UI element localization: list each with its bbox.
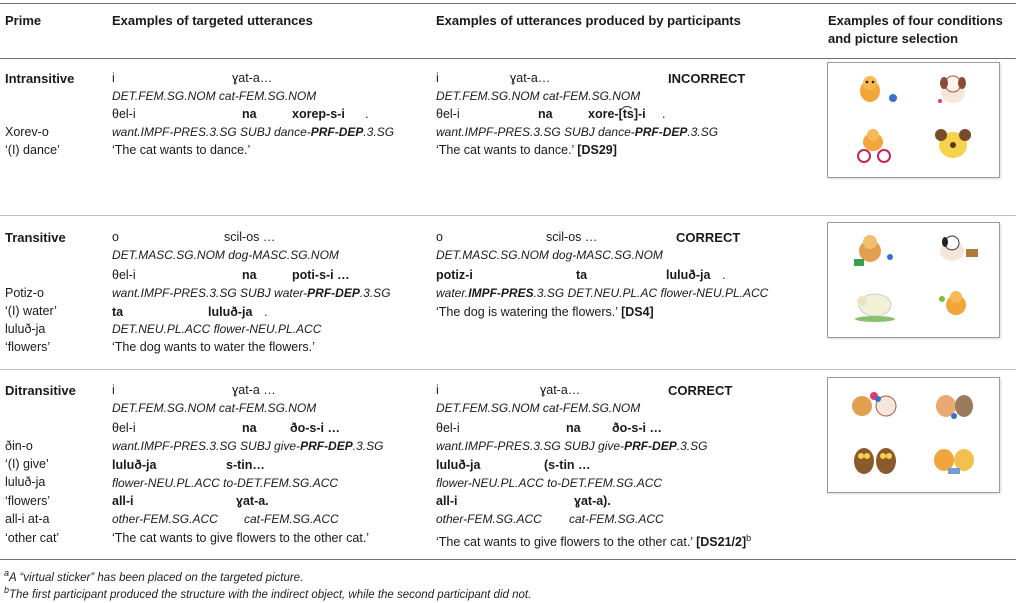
prime-gloss: ‘other cat’ xyxy=(5,531,60,545)
targeted-word: θel-i xyxy=(112,107,136,121)
produced-gloss: other-FEM.SG.ACC xyxy=(436,512,542,526)
produced-translation: ‘The cat wants to give flowers to the other cat.’ $[DS21/2]^b$ xyxy=(436,533,752,550)
produced-word: i xyxy=(436,383,439,397)
produced-word: ɣat-a). xyxy=(574,494,611,508)
produced-word: potiz-i xyxy=(436,268,473,282)
targeted-gloss: DET.FEM.SG.NOM cat-FEM.SG.NOM xyxy=(112,89,317,103)
produced-gloss: flower-NEU.PL.ACC to-DET.FEM.SG.ACC xyxy=(436,476,663,490)
targeted-gloss: cat-FEM.SG.ACC xyxy=(244,512,339,526)
targeted-word: θel-i xyxy=(112,268,136,282)
participant-code: [DS4] xyxy=(621,305,654,319)
targeted-punct: . xyxy=(365,107,369,121)
prime-word: all-i at-a xyxy=(5,512,50,526)
prime-gloss: ‘flowers’ xyxy=(5,340,51,354)
header-conditions-1: Examples of four conditions xyxy=(828,13,1003,28)
table-top-rule xyxy=(0,3,1016,4)
produced-word: luluð-ja xyxy=(666,268,711,282)
produced-word: scil-os … xyxy=(546,230,598,244)
produced-gloss: want.IMPF-PRES.3.SG SUBJ dance-PRF-DEP.3.SG xyxy=(436,125,719,139)
picture-selection-transitive xyxy=(827,222,1000,338)
prime-gloss: ‘(I) dance’ xyxy=(5,143,60,157)
produced-gloss: want.IMPF-PRES.3.SG SUBJ give-PRF-DEP.3.SG xyxy=(436,439,708,453)
targeted-gloss: DET.MASC.SG.NOM dog-MASC.SG.NOM xyxy=(112,248,339,262)
targeted-gloss: DET.FEM.SG.NOM cat-FEM.SG.NOM xyxy=(112,401,317,415)
table-bottom-rule xyxy=(0,559,1016,560)
verdict-correct: CORRECT xyxy=(668,383,733,398)
participant-code: [DS29] xyxy=(577,143,617,157)
produced-punct: . xyxy=(662,107,666,121)
picture-cell xyxy=(918,440,988,478)
targeted-word: luluð-ja xyxy=(112,458,157,472)
picture-cell xyxy=(840,231,910,269)
targeted-word: ɣat-a. xyxy=(236,494,269,508)
prime-type-intransitive: Intransitive xyxy=(5,71,75,86)
header-produced: Examples of utterances produced by participants xyxy=(436,13,741,28)
picture-cell xyxy=(918,125,988,163)
prime-word: luluð-ja xyxy=(5,322,46,336)
targeted-word: luluð-ja xyxy=(208,305,253,319)
row-divider-1 xyxy=(0,215,1016,216)
picture-cell xyxy=(840,71,910,109)
prime-gloss: ‘flowers’ xyxy=(5,494,51,508)
verdict-correct: CORRECT xyxy=(676,230,741,245)
targeted-word: scil-os … xyxy=(224,230,276,244)
header-targeted: Examples of targeted utterances xyxy=(112,13,313,28)
produced-gloss: water.IMPF-PRES.3.SG DET.NEU.PL.AC flower-NEU.PL.ACC xyxy=(436,286,769,300)
picture-cell xyxy=(840,440,910,478)
prime-gloss: ‘(I) give’ xyxy=(5,457,49,471)
prime-type-transitive: Transitive xyxy=(5,230,66,245)
picture-cell xyxy=(840,285,910,323)
targeted-word: ta xyxy=(112,305,124,319)
targeted-gloss: other-FEM.SG.ACC xyxy=(112,512,218,526)
targeted-word: all-i xyxy=(112,494,134,508)
targeted-word: na xyxy=(242,268,257,282)
footnote-a: $^a$A “virtual sticker” has been placed on the targeted picture. xyxy=(4,568,304,584)
targeted-word: s-tin… xyxy=(226,458,265,472)
picture-selection-ditransitive xyxy=(827,377,1000,493)
picture-cell xyxy=(918,285,988,323)
picture-cell xyxy=(918,71,988,109)
produced-word: i xyxy=(436,71,439,85)
produced-word: na xyxy=(566,421,581,435)
targeted-word: ɣat-a … xyxy=(232,383,276,397)
produced-word: all-i xyxy=(436,494,458,508)
picture-cell xyxy=(840,125,910,163)
picture-cell xyxy=(840,386,910,424)
produced-word: θel-i xyxy=(436,107,460,121)
footnote-b: $^b$The first participant produced the structure with the indirect object, while the second participant did not. xyxy=(4,585,532,601)
targeted-gloss: want.IMPF-PRES.3.SG SUBJ give-PRF-DEP.3.SG xyxy=(112,439,384,453)
targeted-word: θel-i xyxy=(112,421,136,435)
header-conditions-2: and picture selection xyxy=(828,31,959,46)
targeted-word: ðo-s-i … xyxy=(290,421,340,435)
picture-selection-intransitive xyxy=(827,62,1000,178)
targeted-punct: . xyxy=(264,305,268,319)
targeted-word: na xyxy=(242,421,257,435)
produced-word: luluð-ja xyxy=(436,458,481,472)
prime-word: ðin-o xyxy=(5,439,33,453)
produced-word: ɣat-a… xyxy=(510,71,551,85)
produced-word: na xyxy=(538,107,553,121)
prime-gloss: ‘(I) water’ xyxy=(5,304,57,318)
targeted-word: na xyxy=(242,107,257,121)
targeted-word: i xyxy=(112,71,115,85)
prime-word: Xorev-o xyxy=(5,125,49,139)
participant-code: [DS21/2] xyxy=(696,535,747,550)
targeted-word: i xyxy=(112,383,115,397)
header-bottom-rule xyxy=(0,58,1016,59)
targeted-gloss: want.IMPF-PRES.3.SG SUBJ water-PRF-DEP.3.SG xyxy=(112,286,391,300)
targeted-gloss: want.IMPF-PRES.3.SG SUBJ dance-PRF-DEP.3.SG xyxy=(112,125,395,139)
targeted-word: poti-s-i … xyxy=(292,268,350,282)
verdict-incorrect: INCORRECT xyxy=(668,71,746,86)
targeted-word: o xyxy=(112,230,119,244)
prime-word: luluð-ja xyxy=(5,475,46,489)
produced-gloss: cat-FEM.SG.ACC xyxy=(569,512,664,526)
produced-word: (s-tin … xyxy=(544,458,591,472)
produced-gloss: DET.FEM.SG.NOM cat-FEM.SG.NOM xyxy=(436,89,641,103)
targeted-gloss: DET.NEU.PL.ACC flower-NEU.PL.ACC xyxy=(112,322,322,336)
header-prime: Prime xyxy=(5,13,42,28)
targeted-translation: ‘The cat wants to give flowers to the other cat.’ xyxy=(112,531,370,545)
targeted-translation: ‘The cat wants to dance.’ xyxy=(112,143,251,157)
targeted-word: ɣat-a… xyxy=(232,71,273,85)
targeted-translation: ‘The dog wants to water the flowers.’ xyxy=(112,340,315,354)
picture-cell xyxy=(918,231,988,269)
prime-word: Potiz-o xyxy=(5,286,44,300)
produced-gloss: DET.MASC.SG.NOM dog-MASC.SG.NOM xyxy=(436,248,663,262)
produced-word: o xyxy=(436,230,443,244)
produced-gloss: DET.FEM.SG.NOM cat-FEM.SG.NOM xyxy=(436,401,641,415)
picture-cell xyxy=(918,386,988,424)
produced-punct: . xyxy=(722,268,726,282)
produced-translation: ‘The cat wants to dance.’ [DS29] xyxy=(436,143,617,157)
footnote-marker: b xyxy=(746,533,752,543)
row-divider-2 xyxy=(0,369,1016,370)
targeted-gloss: flower-NEU.PL.ACC to-DET.FEM.SG.ACC xyxy=(112,476,339,490)
produced-translation: ‘The dog is watering the flowers.’ [DS4] xyxy=(436,305,654,319)
prime-type-ditransitive: Ditransitive xyxy=(5,383,76,398)
targeted-word: xorep-s-i xyxy=(292,107,345,121)
produced-word: ðo-s-i … xyxy=(612,421,662,435)
produced-word: θel-i xyxy=(436,421,460,435)
produced-word: ɣat-a… xyxy=(540,383,581,397)
produced-word: xore-[t͡s]-i xyxy=(588,107,646,121)
produced-word: ta xyxy=(576,268,588,282)
